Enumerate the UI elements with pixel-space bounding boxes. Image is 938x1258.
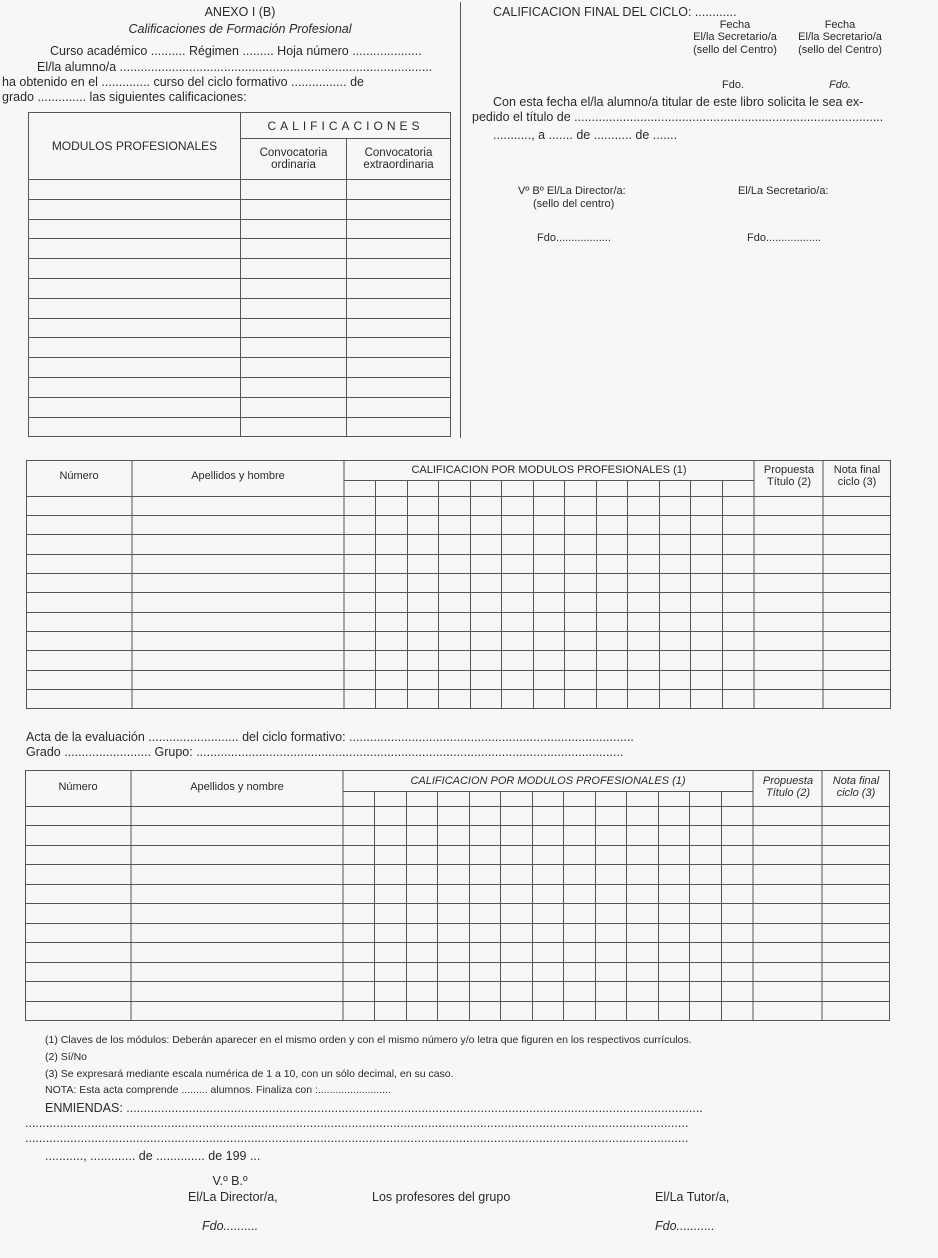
students-table-1 [26,460,891,709]
tutor-fdo: Fdo........... [655,1219,715,1233]
final-title: CALIFICACION FINAL DEL CICLO: ............ [493,5,737,19]
column-divider [460,2,461,438]
table-row [29,377,451,397]
table-row [29,278,451,298]
final-secretario-2: El/la Secretario/a [798,31,882,43]
apellidos-header: Apellidos y nombre [190,781,284,793]
annex-line-grado: grado .............. las siguientes calificaciones: [2,90,247,104]
table-row [29,239,451,259]
nota-final-header: Nota final ciclo (3) [832,775,880,799]
fdo-secretary: Fdo.................. [747,232,821,244]
table-row [29,318,451,338]
students-table-2 [25,770,890,1021]
note-2: (2) Sí/No [45,1051,88,1063]
signature-date-line: ..........., ............. de .............. de 199 ... [45,1149,261,1163]
director-fdo: Fdo.......... [202,1219,259,1233]
modules-table-body [29,180,451,437]
annex-line-obtenido: ha obtenido en el .............. curso del ciclo formativo ................ de [2,75,364,89]
secretary-label: El/La Secretario/a: [738,185,829,197]
convocatoria-ordinaria-header: Convocatoria ordinaria [241,139,347,180]
propuesta-titulo-header: Propuesta Título (2) [762,775,814,799]
director-stamp: (sello del centro) [533,198,615,210]
table-row [29,199,451,219]
table-row [29,338,451,358]
note-1: (1) Claves de los módulos: Deberán aparecer en el mismo orden y con el mismo número y/o letra que figuren en los respectivos currículos. [45,1034,692,1046]
final-secretario-1: El/la Secretario/a [693,31,777,43]
students-table-2-grid [25,770,890,1021]
students-table-1-grid [26,460,891,709]
final-fdo-2: Fdo. [829,79,852,91]
request-line-1: Con esta fecha el/la alumno/a titular de este libro solicita le sea ex- [493,95,864,109]
final-fecha-2: Fecha [824,19,856,31]
calificacion-modulos-header: CALIFICACION POR MODULOS PROFESIONALES (1) [410,775,686,787]
annex-line-alumno: El/la alumno/a .......................................................................................... [37,60,433,74]
enmiendas-dots-2: ............................................................................................................................................................................................... [25,1131,689,1145]
table-row [29,219,451,239]
numero-header: Número [59,470,99,482]
nota-final-header: Nota final ciclo (3) [833,464,881,488]
fdo-director: Fdo.................. [537,232,611,244]
numero-header: Número [58,781,98,793]
enmiendas-line: ENMIENDAS: ...................................................................................................................................................................... [45,1101,703,1115]
visto-bueno: V.º B.º [212,1174,248,1188]
table-row [29,180,451,200]
propuesta-titulo-header: Propuesta Título (2) [763,464,815,488]
profesores-signature-label: Los profesores del grupo [372,1190,511,1204]
director-signature-label: El/La Director/a, [188,1190,278,1204]
calificaciones-header: CALIFICACIONES [241,113,451,139]
acta-line-1: Acta de la evaluación .......................... del ciclo formativo: .................................................................................. [26,730,634,744]
annex-subtitle: Calificaciones de Formación Profesional [128,22,352,36]
apellidos-header: Apellidos y hombre [191,470,285,482]
calificacion-modulos-header: CALIFICACION POR MODULOS PROFESIONALES (1) [411,464,687,476]
final-fecha-1: Fecha [719,19,751,31]
director-label: Vº Bº El/La Director/a: [518,185,626,197]
modules-table [28,112,451,437]
table-row [29,397,451,417]
modules-header: MODULOS PROFESIONALES [29,113,241,180]
annex-title: ANEXO I (B) [204,5,276,19]
table-row [29,298,451,318]
convocatoria-extraordinaria-header: Convocatoria extraordinaria [347,139,451,180]
note-3: (3) Se expresará mediante escala numérica de 1 a 10, con un sólo decimal, en su caso. [45,1068,454,1080]
acta-line-2: Grado ......................... Grupo: ........................................................................................................................... [26,745,624,759]
table-row [29,358,451,378]
enmiendas-dots-1: ............................................................................................................................................................................................... [25,1116,689,1130]
final-sello-2: (sello del Centro) [798,44,882,56]
note-count: NOTA: Esta acta comprende ......... alumnos. Finaliza con :......................... [45,1084,391,1096]
table-row [29,259,451,279]
table-row [29,417,451,437]
final-sello-1: (sello del Centro) [693,44,777,56]
tutor-signature-label: El/La Tutor/a, [655,1190,730,1204]
annex-line-curso: Curso académico .......... Régimen ......... Hoja número .................... [50,44,422,58]
final-fdo-1: Fdo. [722,79,745,91]
request-line-3: ..........., a ....... de ........... de ....... [493,128,678,142]
request-line-2: pedido el título de ......................................................................................... [472,110,884,124]
